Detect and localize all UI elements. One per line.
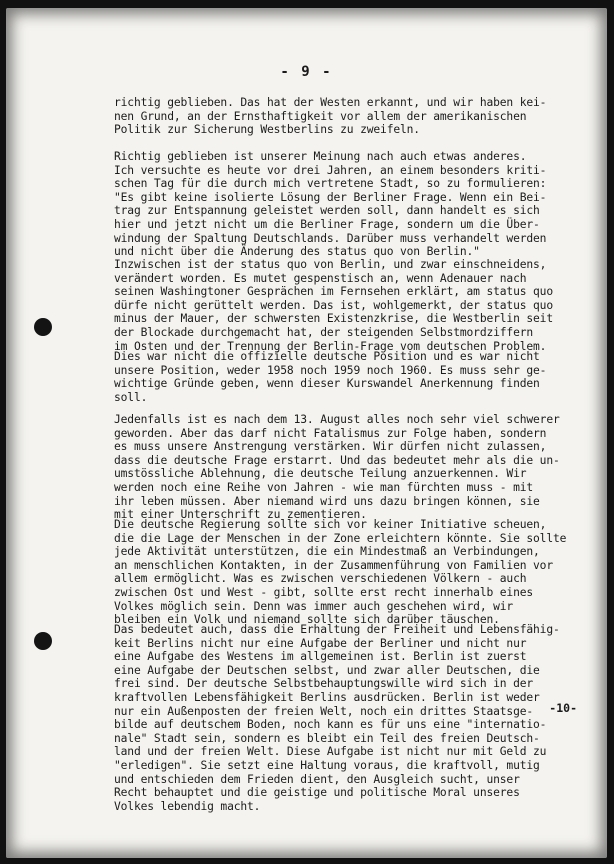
paragraph-2: Richtig geblieben ist unserer Meinung nach auch etwas anderes. Ich versuchte es heute vor drei Jahren, an einem besonders kriti- schen Tag für die durch mich vertretene Stadt, so zu formulieren: "Es gibt keine isolierte Lösung der Berliner Frage. Wenn ein Bei- trag zur Entspannung geleistet werden soll, dann handelt es sich hier und jetzt nicht um die Berliner Frage, sondern um die Über- windung der Spaltung Deutschlands. Darüber muss verhandelt werden und nicht über die Änderung des status quo von Berlin." — [114, 150, 547, 259]
page-number: - 9 - — [280, 64, 333, 80]
punch-hole-top — [34, 318, 52, 336]
paragraph-6: Die deutsche Regierung sollte sich vor keiner Initiative scheuen, die die Lage der Menschen in der Zone erleichtern könnte. Sie sollte jede Aktivität unterstützen, die ein Mindestmaß an Verbindungen, an menschlichen Kontakten, in der Zusammenführung von Familien vor allem ermöglicht. Was es zwischen verschiedenen Völkern - auch zwischen Ost und West - gibt, sollte erst recht innerhalb eines Volkes möglich sein. Denn was immer auch geschehen wird, wir bleiben ein Volk und niemand sollte sich darüber täuschen. — [114, 518, 567, 627]
paragraph-5: Jedenfalls ist es nach dem 13. August alles noch sehr viel schwerer geworden. Aber das darf nicht Fatalismus zur Folge haben, sondern es muss unsere Anstrengung verstärken. Wir dürfen nicht zulassen, dass die deutsche Frage erstarrt. Und das bedeutet mehr als die un- umstössliche Ablehnung, die deutsche Teilung anzuerkennen. Wir werden noch eine Reihe von Jahren - wie man fürchten muss - mit ihr leben müssen. Aber niemand wird uns dazu bringen können, sie mit einer Unterschrift zu zementieren. — [114, 413, 560, 522]
document-page — [6, 8, 607, 858]
paragraph-3: Inzwischen ist der status quo von Berlin, und zwar einschneidens, verändert worden. Es mutet gespenstisch an, wenn Adenauer nach seinen Washingtoner Gesprächen im Fernsehen erklärt, am status quo dürfe nicht gerüttelt werden. Das ist, wohlgemerkt, der status quo minus der Mauer, der schwersten Existenzkrise, die Westberlin seit der Blockade durchgemacht hat, der steigenden Selbstmordziffern im Osten und der Trennung der Berlin-Frage vom deutschen Problem. — [114, 258, 553, 353]
next-page-marker: -10- — [549, 701, 577, 715]
paragraph-7: Das bedeutet auch, dass die Erhaltung der Freiheit und Lebensfähig- keit Berlins nicht nur eine Aufgabe der Berliner und nicht nur eine Aufgabe des Westens im allgemeinen ist. Berlin ist zuerst eine Aufgabe der Deutschen selbst, und zwar aller Deutschen, die frei sind. Der deutsche Selbstbehauptungswille wird sich in der kraftvollen Lebensfähigkeit Berlins ausdrücken. Berlin ist weder nur ein Außenposten der freien Welt, noch ein drittes Staatsge- bilde auf deutschem Boden, noch kann es für uns eine "internatio- nale" Stadt sein, sondern es bleibt ein Teil des freien Deutsch- land und der freien Welt. Diese Aufgabe ist nicht nur mit Geld zu "erledigen". Sie setzt eine Haltung voraus, die kraftvoll, mutig und entschieden dem Frieden dient, den Ausgleich sucht, unser Recht behauptet und die geistige und politische Moral unseres Volkes lebendig macht. — [114, 623, 560, 813]
punch-hole-bottom — [34, 632, 52, 650]
paragraph-1: richtig geblieben. Das hat der Westen erkannt, und wir haben kei- nen Grund, an der Ernsthaftigkeit vor allem der amerikanischen Politik zur Sicherung Westberlins zu zweifeln. — [114, 96, 547, 137]
paragraph-4: Dies war nicht die offizielle deutsche Position und es war nicht unsere Position, weder 1958 noch 1959 noch 1960. Es muss sehr ge- wichtige Gründe geben, wenn dieser Kurswandel Anerkennung finden soll. — [114, 350, 547, 404]
